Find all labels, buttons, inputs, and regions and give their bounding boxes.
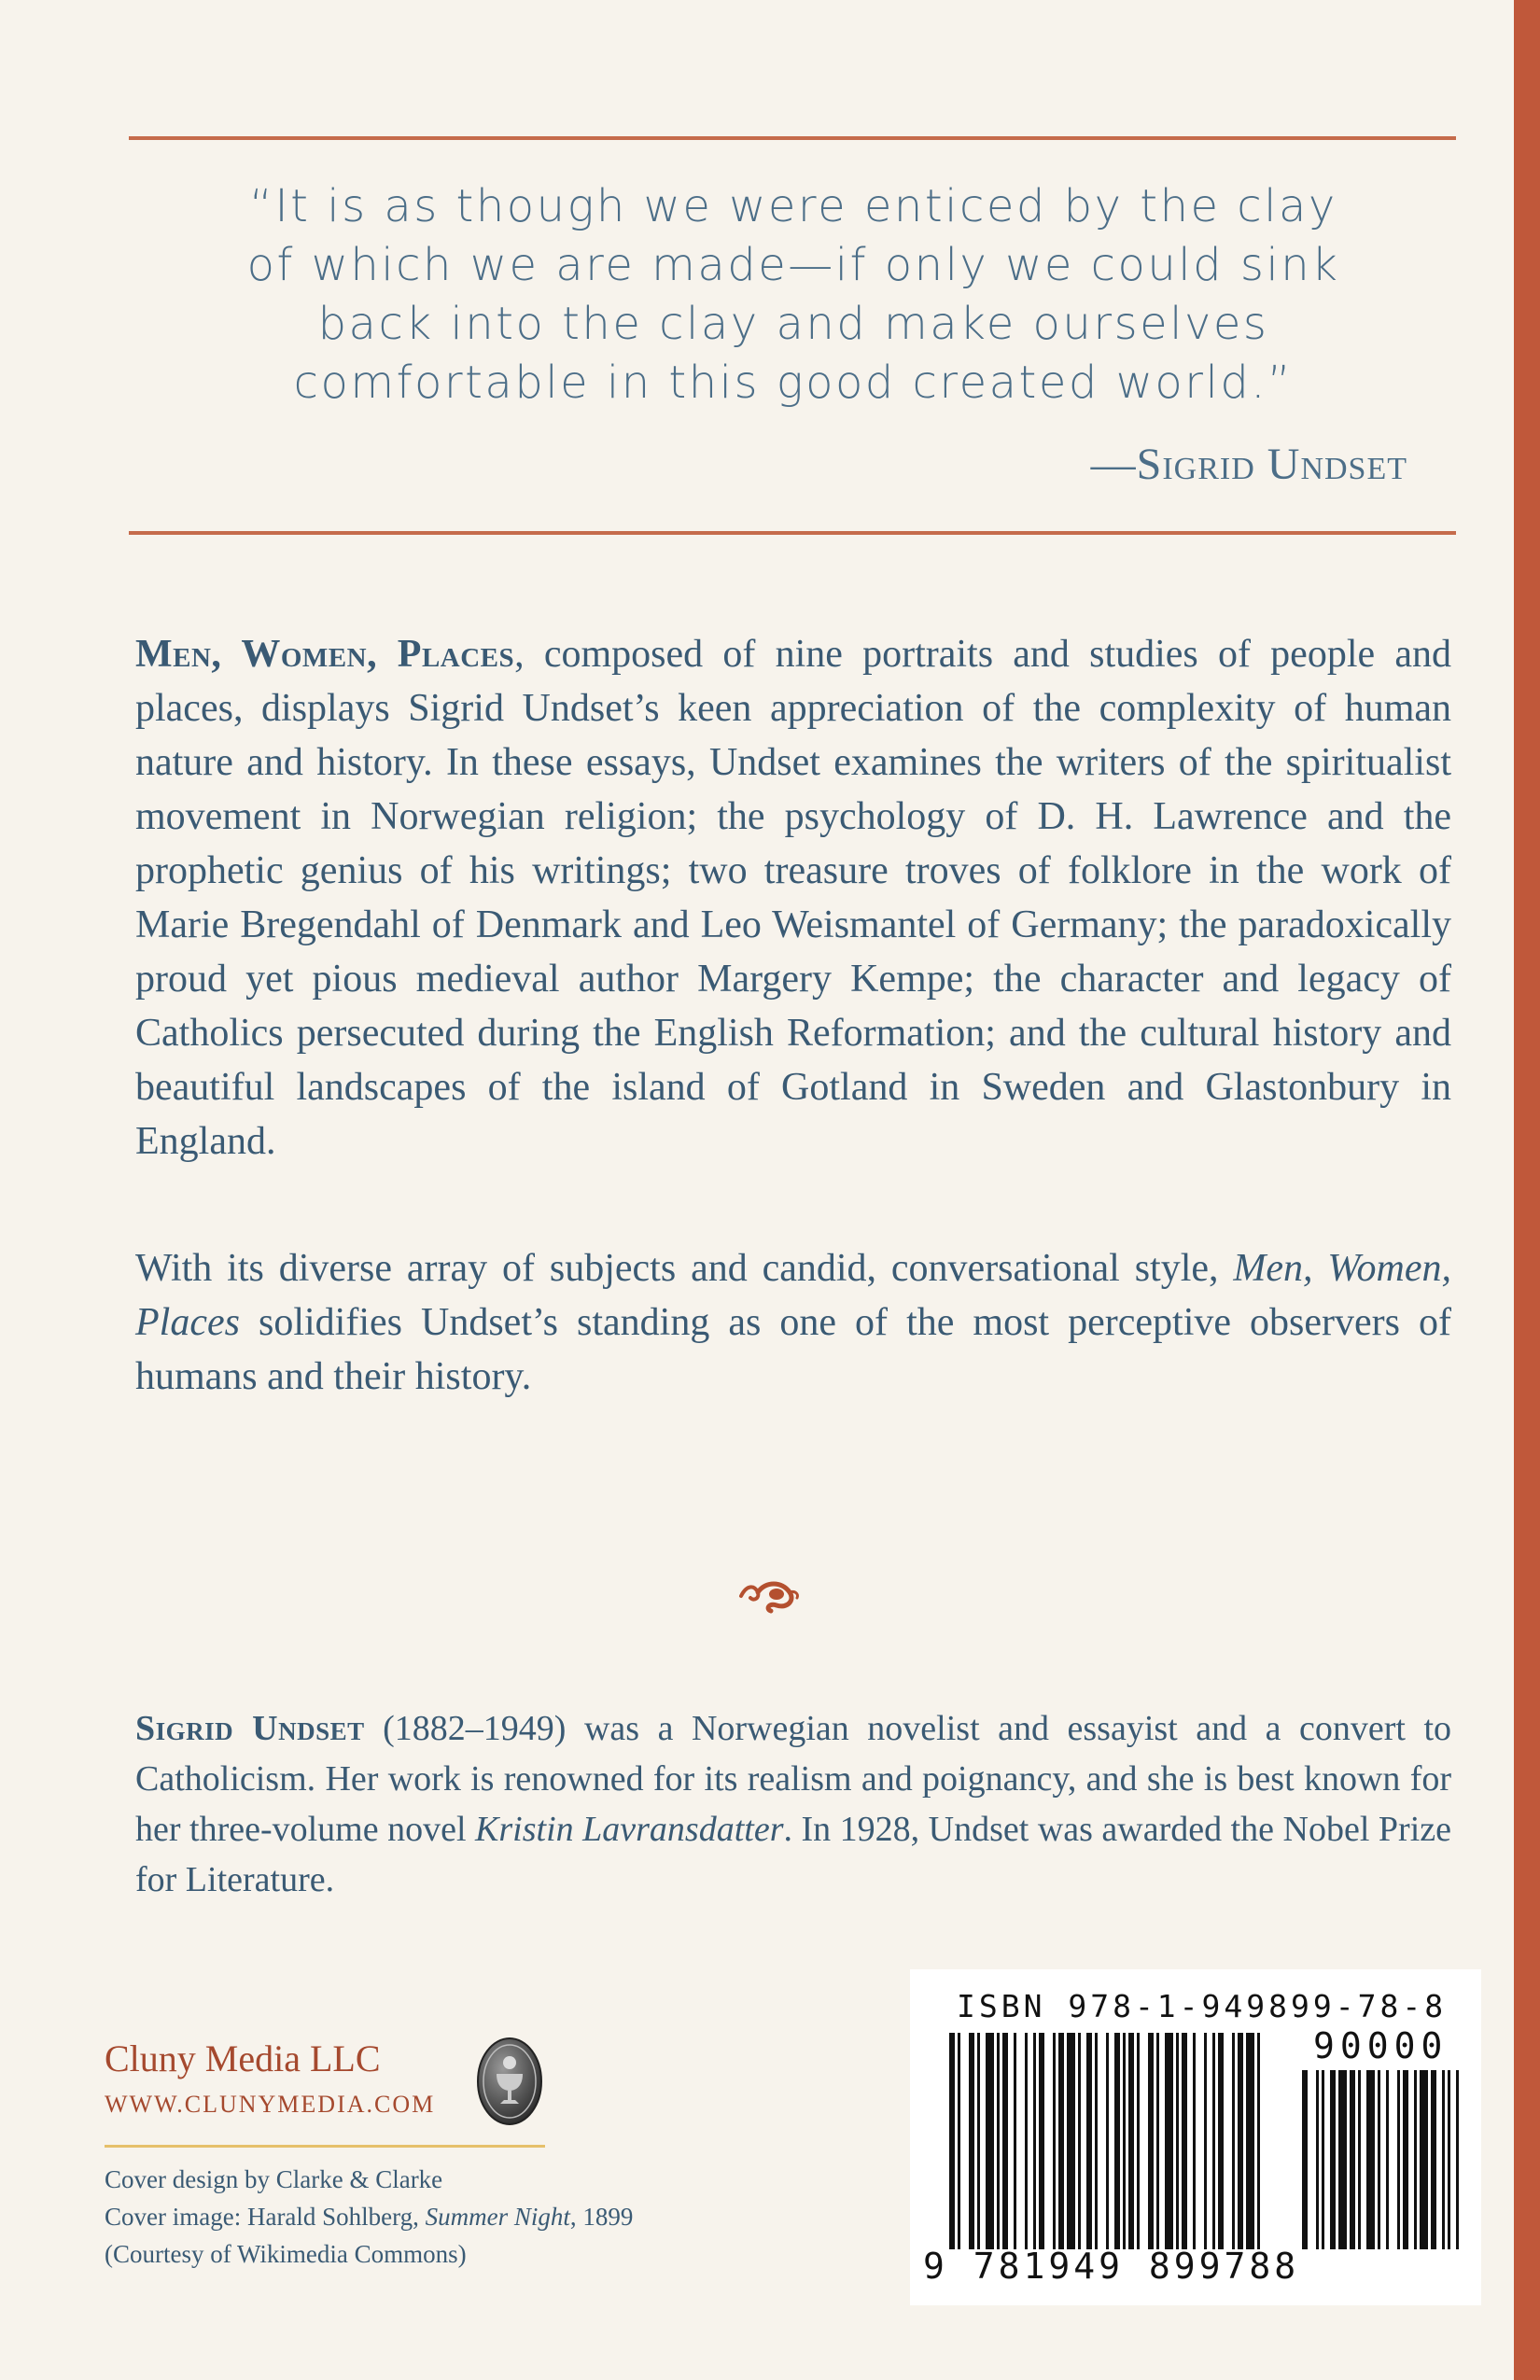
barcode-bar — [1431, 2070, 1436, 2249]
quote-bottom-rule — [129, 531, 1456, 535]
barcode-bar — [1302, 2070, 1308, 2249]
author-name: Sigrid Undset — [135, 1709, 365, 1748]
barcode-bar — [997, 2033, 1000, 2249]
barcode-bar — [1165, 2033, 1173, 2249]
barcode-bar — [1420, 2070, 1428, 2249]
barcode-bar — [1002, 2033, 1008, 2249]
barcode-bar — [1212, 2033, 1215, 2249]
barcode-bar — [1366, 2070, 1375, 2249]
quote-line: back into the clay and make ourselves — [317, 298, 1269, 350]
barcode-bar — [1456, 2070, 1459, 2249]
barcode-bar — [1358, 2070, 1361, 2249]
barcode-bar — [1442, 2070, 1445, 2249]
book-title: Men, Women, Places — [135, 633, 515, 676]
barcode-bar — [1033, 2033, 1036, 2249]
attribution-author: Sigrid Undset — [1136, 440, 1407, 489]
barcode-bar — [1204, 2033, 1207, 2249]
quote-line: “It is as though we were enticed by the clay — [249, 180, 1337, 232]
quote-attribution — [1091, 439, 1407, 490]
barcode-bar — [1238, 2033, 1243, 2249]
barcode-bar — [1137, 2033, 1140, 2249]
barcode-bar — [1232, 2033, 1235, 2249]
courtesy-credit: (Courtesy of Wikimedia Commons) — [105, 2240, 467, 2268]
publisher-name: Cluny Media LLC — [105, 2037, 381, 2079]
painting-title: Summer Night — [425, 2203, 570, 2231]
description-paragraph-2 — [135, 1241, 1451, 1404]
barcode-bar — [1193, 2033, 1196, 2249]
barcode-bar — [969, 2033, 974, 2249]
description-paragraph-1 — [135, 627, 1451, 1169]
barcode-bar — [977, 2033, 980, 2249]
barcode-bar — [986, 2033, 994, 2249]
description-text: solidifies Undset’s standing as one of the most perceptive observers of humans and their history. — [135, 1301, 1451, 1398]
barcode-bar — [1218, 2033, 1224, 2249]
author-bio — [135, 1703, 1451, 1905]
book-title-italic: Men, Women, Places — [135, 1247, 1451, 1344]
barcode-bar — [1058, 2033, 1064, 2249]
isbn-label: ISBN 978-1-949899-78-8 — [957, 1988, 1448, 2024]
barcode-bar — [1322, 2070, 1324, 2249]
description-text: With its diverse array of subjects and candid, conversational style, — [135, 1247, 1234, 1290]
cover-credits — [105, 2161, 633, 2273]
barcode-bar — [958, 2033, 960, 2249]
barcode-bar — [1316, 2070, 1319, 2249]
novel-title: Kristin Lavransdatter — [475, 1810, 784, 1849]
barcode-bar — [1176, 2033, 1179, 2249]
credit-prefix: Cover image: Harald Sohlberg, — [105, 2203, 426, 2231]
attribution-dash: — — [1090, 440, 1137, 489]
barcode-bar — [1257, 2033, 1260, 2249]
publisher-url: WWW.CLUNYMEDIA.COM — [105, 2091, 436, 2118]
quote-top-rule — [129, 136, 1456, 140]
barcode-bar — [1086, 2033, 1092, 2249]
description-text: , composed of nine portraits and studies of people and places, displays Sigrid Undset’s keen appreciation of the complexity of human nature and history. In these essays, Undset examines the writers of the spiritualist movement in Norwegian religion; the psychology of D. H. Lawrence and the prophetic genius of his writings; two treasure troves of folklore in the work of Marie Bregendahl of Denmark and Leo Weismantel of Germany; the paradoxically proud yet pious medieval author Margery Kempe; the character and legacy of Catholics persecuted during the English Reformation; and the cultural history and beautiful landscapes of the island of Gotland in Sweden and Glastonbury in England. — [135, 633, 1451, 1163]
barcode-bar — [1123, 2033, 1126, 2249]
barcode-bar — [1246, 2033, 1254, 2249]
barcode-bar — [1156, 2033, 1159, 2249]
spine-stripe — [1514, 0, 1540, 2380]
barcode-bar — [1350, 2070, 1355, 2249]
isbn-barcode — [910, 1969, 1481, 2305]
barcode-bar — [1067, 2033, 1075, 2249]
bio-text: . In 1928, Undset was awarded the Nobel Prize for Literature. — [135, 1810, 1451, 1899]
barcode-bar — [1014, 2033, 1016, 2249]
barcode-bar — [1106, 2033, 1109, 2249]
chalice-seal-icon — [476, 2037, 543, 2126]
epigraph-quote — [149, 177, 1437, 413]
bio-text: (1882–1949) was a Norwegian novelist and essayist and a convert to Catholicism. Her work is renowned for its realism and poignancy, and she is best known for her three-volume novel — [135, 1709, 1451, 1849]
barcode-digits: 9 781949 899788 — [923, 2246, 1300, 2287]
barcode-bar — [1078, 2033, 1081, 2249]
barcode-bar — [1148, 2033, 1154, 2249]
barcode-bar — [1025, 2033, 1028, 2249]
barcode-addon-digits: 90000 — [1313, 2025, 1449, 2066]
barcode-bar — [1053, 2033, 1056, 2249]
barcode-bar — [1114, 2033, 1120, 2249]
barcode-bar — [1448, 2070, 1450, 2249]
barcode-bar — [1397, 2070, 1400, 2249]
quote-line: comfortable in this good created world.” — [293, 357, 1294, 409]
publisher-divider — [105, 2145, 545, 2148]
barcode-bar — [1338, 2070, 1347, 2249]
barcode-bar — [1039, 2033, 1044, 2249]
quote-line: of which we are made—if only we could sink — [246, 239, 1340, 291]
credit-suffix: , 1899 — [569, 2203, 634, 2231]
barcode-bar — [1414, 2070, 1417, 2249]
barcode-bar — [1403, 2070, 1408, 2249]
fleuron-icon — [737, 1577, 801, 1615]
barcode-bar — [1128, 2033, 1134, 2249]
barcode-bar — [949, 2033, 955, 2249]
barcode-bar — [1330, 2070, 1336, 2249]
barcode-bar — [1182, 2033, 1187, 2249]
barcode-bar — [1386, 2070, 1389, 2249]
cover-design-credit: Cover design by Clarke & Clarke — [105, 2165, 443, 2193]
cover-image-credit — [105, 2198, 633, 2235]
barcode-bar — [1095, 2033, 1098, 2249]
barcode-bar — [1378, 2070, 1380, 2249]
